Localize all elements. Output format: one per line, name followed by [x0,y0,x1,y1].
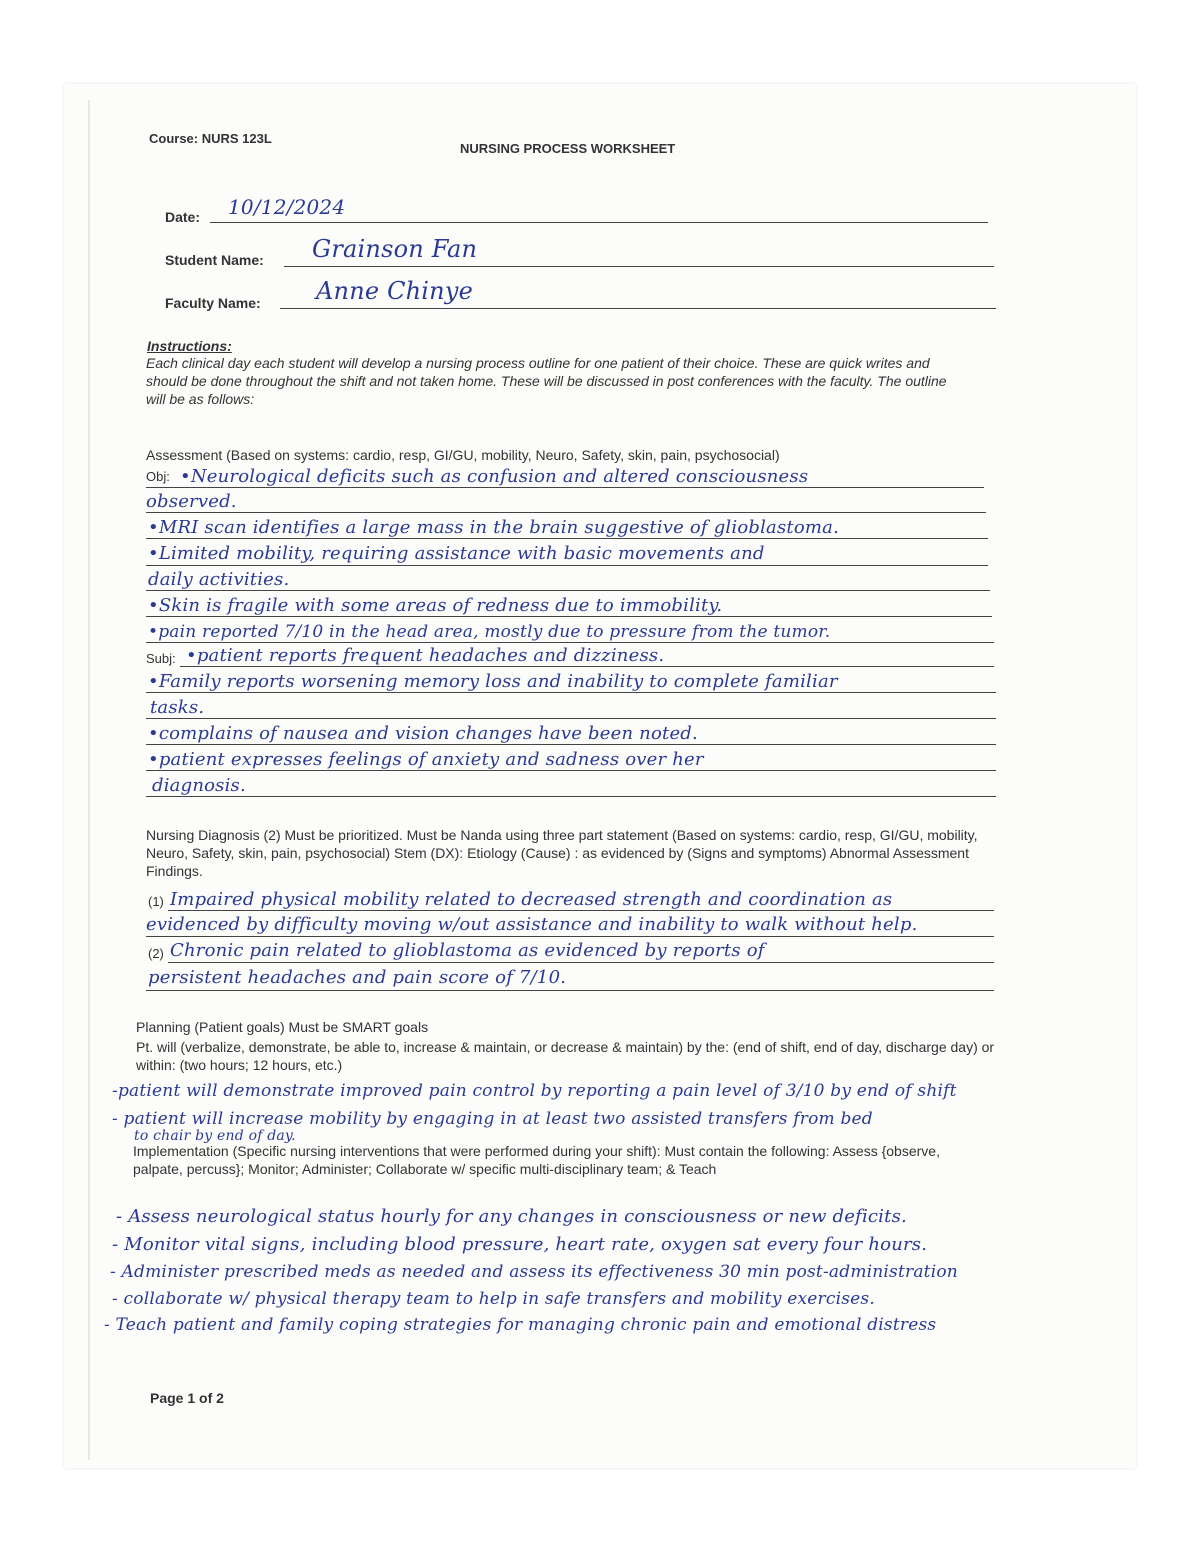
subj-line: •Family reports worsening memory loss and inability to complete familiar [148,671,838,692]
diagnosis-1-line: Impaired physical mobility related to decreased strength and coordination as [170,889,893,910]
planning-line: to chair by end of day. [134,1128,296,1144]
page-number: Page 1 of 2 [150,1390,224,1406]
implementation-line: - Assess neurological status hourly for any changes in consciousness or new deficits. [116,1206,907,1227]
diagnosis-2-line: Chronic pain related to glioblastoma as evidenced by reports of [170,940,765,961]
student-name-value: Grainson Fan [312,235,478,263]
diagnosis-rule [168,962,994,963]
implementation-line: - Administer prescribed meds as needed and assess its effectiveness 30 min post-administration [110,1262,958,1282]
course-label: Course: NURS 123L [149,131,272,146]
subj-line: •complains of nausea and vision changes have been noted. [148,723,698,744]
diagnosis-rule [146,990,994,991]
subj-label: Subj: [146,651,176,666]
implementation-line: - Monitor vital signs, including blood pressure, heart rate, oxygen sat every four hours. [112,1234,928,1255]
faculty-name-line [280,308,996,309]
subj-line: diagnosis. [152,775,246,796]
instructions-heading: Instructions: [147,338,232,354]
page-title: NURSING PROCESS WORKSHEET [460,141,676,156]
planning-line: - patient will increase mobility by engaging in at least two assisted transfers from bed [112,1109,873,1129]
implementation-line: - collaborate w/ physical therapy team to help in safe transfers and mobility exercises. [112,1289,875,1309]
obj-line: •MRI scan identifies a large mass in the brain suggestive of glioblastoma. [148,517,840,538]
diagnosis-label-2: (2) [148,946,164,961]
obj-line: •Skin is fragile with some areas of redness due to immobility. [148,595,723,616]
assessment-rule [146,718,996,719]
implementation-line: - Teach patient and family coping strategies for managing chronic pain and emotional distress [104,1315,937,1335]
paper-edge [88,100,90,1460]
implementation-heading: Implementation (Specific nursing interventions that were performed during your shift): Must contain the following: Assess {observe, palpate, percuss}; Monitor; Administer; Collaborate w/ specific multi-disciplinary team; & Teach [133,1143,940,1177]
planning-heading: Planning (Patient goals) Must be SMART goals [136,1019,429,1035]
faculty-name-label: Faculty Name: [165,295,261,311]
student-name-line [284,266,994,267]
planning-line: -patient will demonstrate improved pain control by reporting a pain level of 3/10 by end of shift [112,1081,957,1101]
diagnosis-heading: Nursing Diagnosis (2) Must be prioritized. Must be Nanda using three part statement (Based on systems: cardio, resp, GI/GU, mobility, Neuro, Safety, skin, pain, psychosocial) Stem (DX): Etiology (Cause) : as evidenced by (Signs and symptoms) Abnormal Assessment Findings. [146,827,978,879]
diagnosis-rule [146,936,994,937]
obj-line: •Neurological deficits such as confusion and altered consciousness [180,466,809,487]
assessment-rule [146,565,988,566]
assessment-rule [146,512,986,513]
date-label: Date: [165,209,201,225]
subj-line: tasks. [150,697,205,718]
date-value: 10/12/2024 [228,195,346,219]
obj-line: daily activities. [148,569,290,590]
student-name-label: Student Name: [165,252,264,268]
subj-line: •patient expresses feelings of anxiety and sadness over her [148,749,704,770]
subj-line: •patient reports frequent headaches and dizziness. [186,645,665,666]
obj-line: •Limited mobility, requiring assistance with basic movements and [148,543,765,564]
diagnosis-1-line: evidenced by difficulty moving w/out assistance and inability to walk without help. [146,914,918,935]
obj-line: •pain reported 7/10 in the head area, mostly due to pressure from the tumor. [148,622,831,642]
faculty-name-value: Anne Chinye [316,277,473,305]
diagnosis-label-1: (1) [148,894,164,909]
instructions-text: Each clinical day each student will develop a nursing process outline for one patient of their choice. These are quick writes and should be done throughout the shift and not taken home. These will be discussed in post conferences with the faculty. The outline will be as follows: [146,355,947,407]
diagnosis-2-line: persistent headaches and pain score of 7/10. [148,967,567,988]
obj-label: Obj: [146,469,170,484]
date-line [210,222,988,223]
assessment-rule [146,796,996,797]
obj-line: observed. [146,491,237,512]
assessment-heading: Assessment (Based on systems: cardio, resp, GI/GU, mobility, Neuro, Safety, skin, pain, psychosocial) [146,447,780,463]
planning-text: Pt. will (verbalize, demonstrate, be able to, increase & maintain, or decrease & maintain) by the: (end of shift, end of day, discharge day) or within: (two hours; 12 hours, etc.) [136,1039,995,1073]
